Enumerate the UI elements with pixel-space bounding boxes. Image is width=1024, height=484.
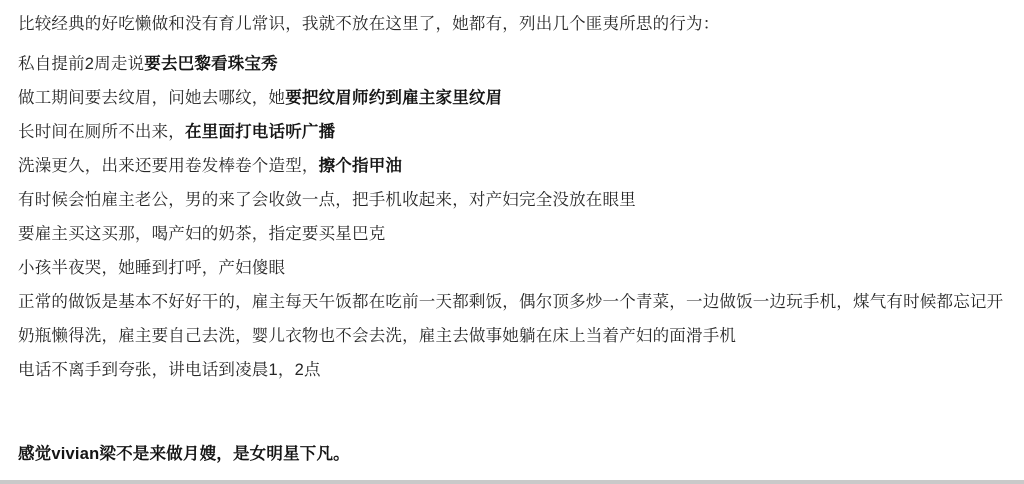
- list-item: [18, 354, 1006, 386]
- item-text-normal: 有时候会怕雇主老公，男的来了会收敛一点，把手机收起来，对产妇完全没放在眼里: [18, 191, 636, 209]
- list-item: [18, 150, 1006, 182]
- item-text-bold: 在里面打电话听广播: [185, 123, 336, 141]
- list-item: [18, 286, 1006, 318]
- spacer: [18, 388, 1006, 422]
- item-text-bold: 擦个指甲油: [318, 157, 403, 175]
- list-item: [18, 82, 1006, 114]
- list-item: [18, 252, 1006, 284]
- item-text-normal: 奶瓶懒得洗，雇主要自己去洗，婴儿衣物也不会去洗，雇主去做事她躺在床上当着产妇的面滑手机: [18, 327, 737, 345]
- bottom-divider: [0, 480, 1024, 484]
- item-text-normal: 要雇主买这买那，喝产妇的奶茶，指定要买星巴克: [18, 225, 386, 243]
- item-text-normal: 私自提前2周走说: [18, 55, 145, 73]
- item-text-bold: 要把纹眉师约到雇主家里纹眉: [285, 89, 503, 107]
- list-item: [18, 184, 1006, 216]
- list-item: [18, 218, 1006, 250]
- item-text-normal: 电话不离手到夸张，讲电话到凌晨1，2点: [18, 361, 321, 379]
- list-item: [18, 48, 1006, 80]
- list-item: [18, 116, 1006, 148]
- item-text-bold: 要去巴黎看珠宝秀: [144, 55, 278, 73]
- item-text-normal: 长时间在厕所不出来，: [18, 123, 185, 141]
- item-text-normal: 正常的做饭是基本不好好干的，雇主每天午饭都在吃前一天都剩饭，偶尔顶多炒一个青菜，一边做饭一边玩手机，煤气有时候都忘记开: [18, 293, 1004, 311]
- intro-paragraph: 比较经典的好吃懒做和没有育儿常识，我就不放在这里了，她都有，列出几个匪夷所思的行为：: [18, 15, 720, 33]
- item-text-normal: 洗澡更久，出来还要用卷发棒卷个造型，: [18, 157, 319, 175]
- item-text-normal: 小孩半夜哭，她睡到打呼，产妇傻眼: [18, 259, 286, 277]
- list-item: [18, 320, 1006, 352]
- item-text-normal: 做工期间要去纹眉，问她去哪纹，她: [18, 89, 286, 107]
- closing-statement: 感觉vivian梁不是来做月嫂，是女明星下凡。: [18, 444, 350, 463]
